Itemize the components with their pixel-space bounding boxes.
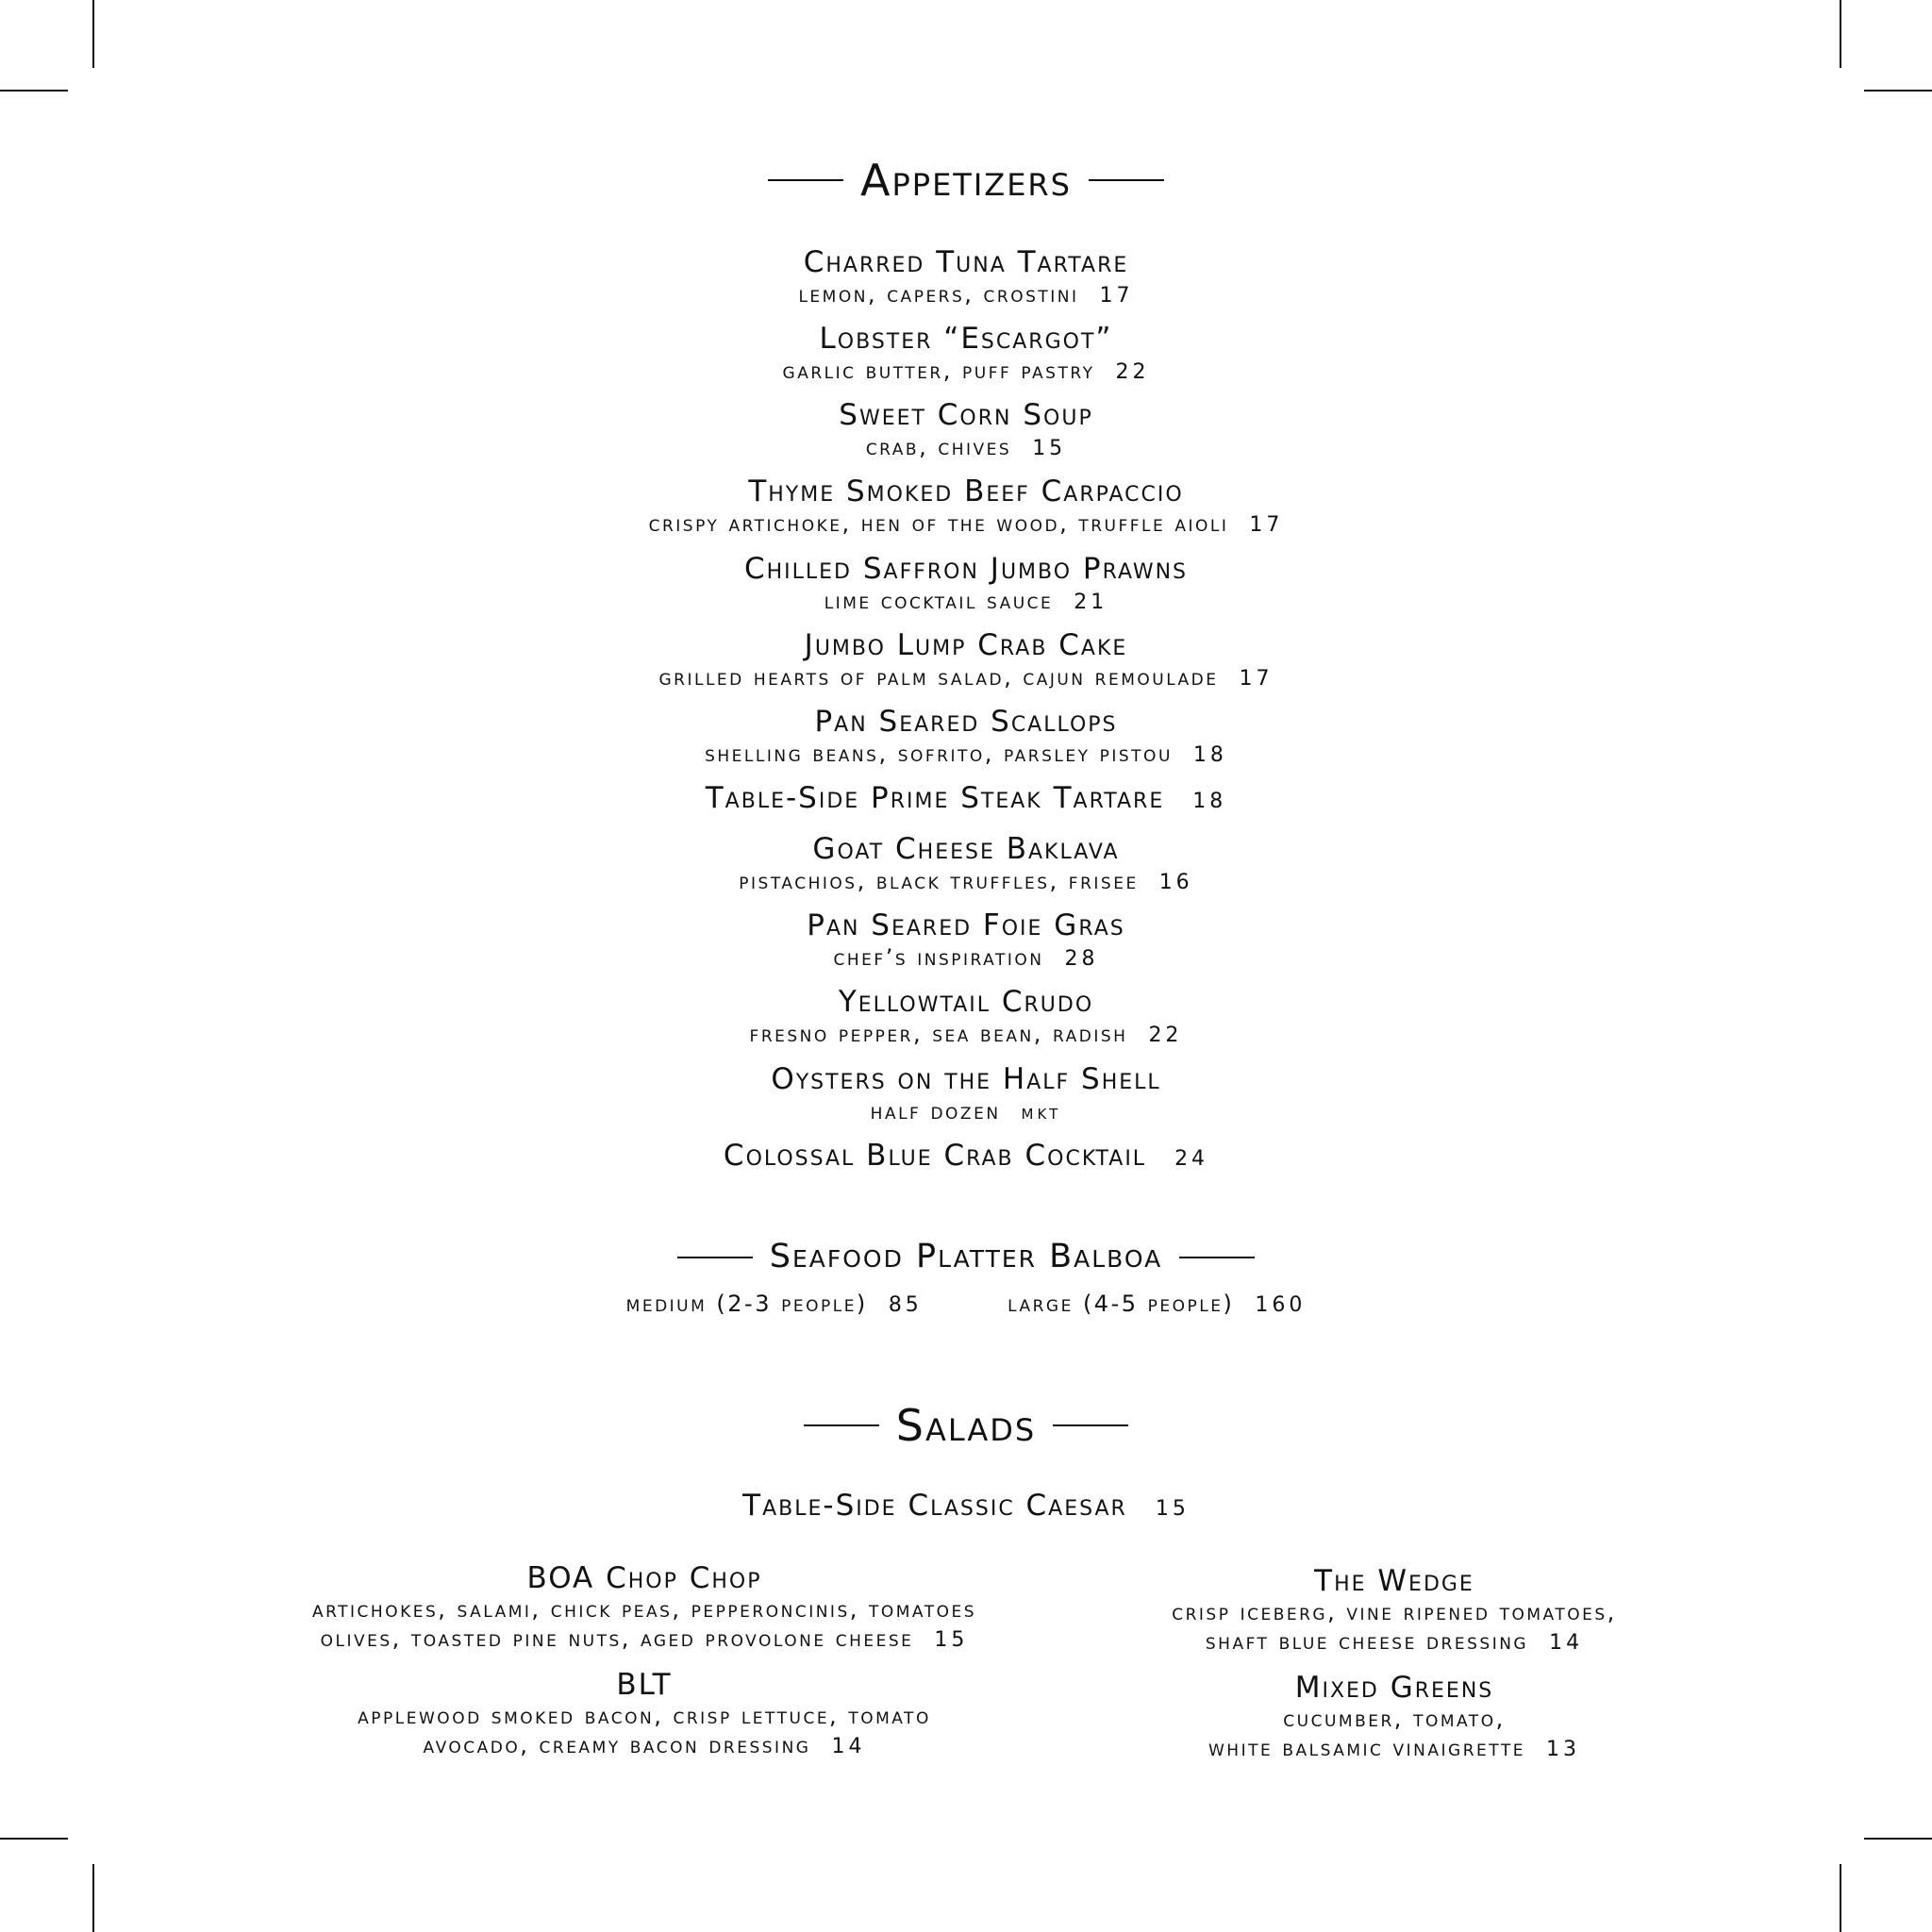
crop-mark [92, 0, 94, 68]
menu-item [0, 627, 1932, 693]
item-description: shelling beans, sofrito, parsley pistou [705, 741, 1173, 767]
item-name: Pan Seared Scallops [814, 705, 1118, 739]
item-price: 22 [1115, 360, 1150, 384]
platter-medium-label: medium (2-3 people) [625, 1291, 868, 1317]
item-price: 18 [1192, 790, 1227, 813]
item-price: 24 [1174, 1147, 1209, 1171]
item-name: Thyme Smoked Beef Carpaccio [748, 475, 1184, 508]
heading-rule [768, 179, 843, 181]
heading-rule [804, 1424, 879, 1426]
item-price: mkt [1021, 1101, 1062, 1124]
item-description: applewood smoked bacon, crisp lettuce, tomato [358, 1703, 931, 1729]
menu-item [0, 704, 1932, 770]
item-description: grilled hearts of palm salad, cajun remoulade [658, 664, 1219, 691]
item-description: crisp iceberg, vine ripened tomatoes, [1172, 1599, 1617, 1625]
item-description: crab, chives [865, 434, 1012, 460]
item-description: chef’s inspiration [833, 944, 1044, 971]
heading-rule [1179, 1257, 1255, 1258]
item-name: Jumbo Lump Crab Cake [804, 628, 1128, 662]
menu-item [0, 1138, 1932, 1177]
item-name: Sweet Corn Soup [839, 398, 1093, 432]
item-price: 14 [1549, 1631, 1584, 1655]
item-description: crispy artichoke, hen of the wood, truffle aioli [648, 510, 1229, 537]
item-price: 28 [1064, 947, 1099, 971]
item-name: Charred Tuna Tartare [803, 245, 1129, 279]
item-price: 15 [1032, 437, 1067, 460]
menu-item [0, 831, 1932, 897]
section-title: Appetizers [860, 155, 1072, 206]
heading-rule [1053, 1424, 1128, 1426]
item-name: Yellowtail Crudo [838, 985, 1094, 1019]
item-price: 17 [1099, 284, 1134, 308]
item-name: Oysters on the Half Shell [771, 1062, 1161, 1096]
item-description: cucumber, tomato, [1283, 1706, 1506, 1732]
item-name: Table-Side Classic Caesar [742, 1489, 1127, 1523]
menu-item [0, 321, 1932, 387]
item-name: Table-Side Prime Steak Tartare [705, 781, 1165, 815]
section-heading-salads [0, 1400, 1932, 1451]
menu-item [1111, 1564, 1677, 1657]
item-description: pistachios, black truffles, frisee [739, 868, 1139, 894]
crop-mark [1840, 0, 1841, 68]
item-price: 22 [1148, 1024, 1183, 1047]
menu-item [0, 474, 1932, 540]
item-price: 21 [1074, 591, 1108, 614]
menu-item [267, 1668, 1022, 1761]
crop-mark [1840, 1864, 1841, 1932]
platter-large-price: 160 [1255, 1293, 1307, 1317]
section-title: Salads [895, 1400, 1037, 1451]
item-description: avocado, creamy bacon dressing [423, 1732, 811, 1758]
item-price: 17 [1239, 667, 1274, 691]
item-name: Chilled Saffron Jumbo Prawns [743, 552, 1189, 586]
menu-item [0, 908, 1932, 974]
item-name: Lobster “Escargot” [819, 322, 1113, 356]
menu-item [0, 1061, 1932, 1127]
menu-item [0, 984, 1932, 1050]
platter-medium-price: 85 [888, 1293, 923, 1317]
section-title: Seafood Platter Balboa [769, 1238, 1163, 1275]
item-name: Mixed Greens [1294, 1671, 1494, 1705]
crop-mark [1864, 1838, 1932, 1840]
item-description: artichokes, salami, chick peas, pepperoncinis, tomatoes [311, 1596, 977, 1623]
heading-rule [677, 1257, 753, 1258]
item-description: white balsamic vinaigrette [1208, 1735, 1525, 1761]
heading-rule [1089, 179, 1164, 181]
item-name: BOA Chop Chop [526, 1561, 762, 1595]
crop-mark [1864, 90, 1932, 92]
crop-mark [92, 1864, 94, 1932]
item-price: 17 [1249, 513, 1284, 537]
menu-item [0, 551, 1932, 617]
item-price: 13 [1545, 1738, 1580, 1761]
section-heading-seafood-platter [0, 1238, 1932, 1275]
item-price: 15 [934, 1628, 969, 1652]
item-name: BLT [616, 1668, 673, 1702]
crop-mark [0, 1838, 68, 1840]
item-name: The Wedge [1314, 1564, 1474, 1598]
item-name: Colossal Blue Crab Cocktail [723, 1139, 1147, 1173]
item-description: fresno pepper, sea bean, radish [749, 1021, 1128, 1047]
item-description: shaft blue cheese dressing [1205, 1628, 1529, 1655]
item-description: garlic butter, puff pastry [782, 358, 1095, 384]
item-description: olives, toasted pine nuts, aged provolone cheese [320, 1625, 914, 1652]
item-price: 16 [1158, 871, 1193, 894]
item-name: Pan Seared Foie Gras [807, 908, 1125, 942]
item-price: 14 [831, 1735, 866, 1758]
platter-sizes [0, 1290, 1932, 1320]
item-description: lime cocktail sauce [824, 588, 1054, 614]
platter-large-label: large (4-5 people) [1008, 1291, 1235, 1317]
item-description: half dozen [870, 1098, 1001, 1124]
menu-item [0, 1488, 1932, 1527]
item-price: 18 [1192, 743, 1227, 767]
item-description: lemon, capers, crostini [798, 281, 1079, 308]
crop-mark [0, 90, 68, 92]
menu-item [267, 1561, 1022, 1655]
menu-item [0, 780, 1932, 820]
menu-item [0, 244, 1932, 310]
menu-item [1111, 1671, 1677, 1764]
item-price: 15 [1155, 1497, 1190, 1521]
section-heading-appetizers [0, 155, 1932, 206]
menu-item [0, 397, 1932, 463]
item-name: Goat Cheese Baklava [812, 832, 1120, 866]
